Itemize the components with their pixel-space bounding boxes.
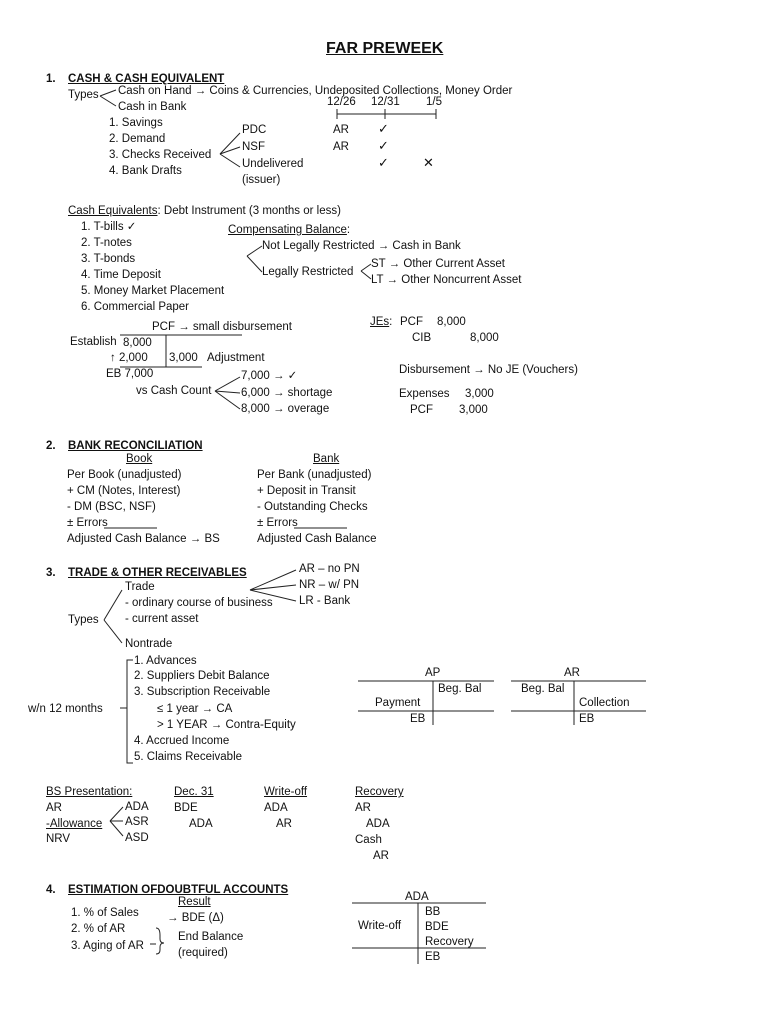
- recovery-line: AR: [355, 802, 371, 814]
- types-label: Types: [68, 614, 99, 626]
- ap-eb: EB: [410, 713, 426, 725]
- short-term: ST → Other Current Asset: [371, 258, 506, 270]
- receivable-type: NR – w/ PN: [299, 579, 360, 591]
- ce-item: 3. T-bonds: [81, 253, 136, 265]
- ce-item: 6. Commercial Paper: [81, 301, 190, 313]
- check-type: Undelivered: [242, 158, 304, 170]
- bank-item: 2. Demand: [109, 133, 166, 145]
- ce-item: 1. T-bills ✓: [81, 221, 137, 233]
- check-type: NSF: [242, 141, 265, 153]
- bank-heading: Bank: [313, 453, 340, 465]
- colon: :: [389, 316, 393, 328]
- ar-collection: Collection: [579, 697, 630, 709]
- ar-beg-bal: Beg. Bal: [521, 683, 565, 695]
- je-amount: 3,000: [459, 404, 488, 416]
- book-line: - DM (BSC, NSF): [67, 501, 156, 513]
- nontrade-item: > 1 YEAR → Contra-Equity: [157, 719, 296, 731]
- jes-label: JEs: [370, 316, 390, 328]
- establish-label: Establish: [70, 336, 117, 348]
- date-label: 12/26: [327, 96, 356, 108]
- ap-beg-bal: Beg. Bal: [438, 683, 482, 695]
- ce-item: 2. T-notes: [81, 237, 132, 249]
- ce-item: 4. Time Deposit: [81, 269, 161, 281]
- legally-restricted: Legally Restricted: [262, 266, 354, 278]
- bank-item: 1. Savings: [109, 117, 163, 129]
- bank-line: Per Bank (unadjusted): [257, 469, 372, 481]
- nontrade-item: 4. Accrued Income: [134, 735, 230, 747]
- recovery-line: ADA: [366, 818, 390, 830]
- nontrade-item: 3. Subscription Receivable: [134, 686, 271, 698]
- page-title: FAR PREWEEK: [326, 40, 444, 57]
- not-legally-restricted: Not Legally Restricted → Cash in Bank: [262, 240, 461, 252]
- bank-line: - Outstanding Checks: [257, 501, 368, 513]
- bank-line: ± Errors: [257, 517, 298, 529]
- date-label: 1/5: [426, 96, 442, 108]
- allowance-type: ADA: [125, 801, 149, 813]
- writeoff-line: AR: [276, 818, 292, 830]
- pcf-credit: 3,000: [169, 352, 198, 364]
- bs-item: -Allowance: [46, 818, 103, 830]
- book-line: Adjusted Cash Balance → BS: [67, 533, 220, 545]
- ap-payment: Payment: [375, 697, 421, 709]
- allowance-type: ASR: [125, 816, 149, 828]
- ada-eb: EB: [425, 951, 441, 963]
- colon: :: [346, 224, 351, 236]
- ar-label: AR: [333, 141, 349, 153]
- je-amount: 3,000: [465, 388, 494, 400]
- receivable-type: AR – no PN: [299, 563, 360, 575]
- je-account: PCF: [400, 316, 423, 328]
- writeoff-heading: Write-off: [264, 786, 308, 798]
- dec31-line: ADA: [189, 818, 213, 830]
- trade-label: Trade: [125, 581, 155, 593]
- disbursement-note: Disbursement → No JE (Vouchers): [399, 364, 578, 376]
- section-number: 3.: [46, 567, 56, 579]
- long-term: LT → Other Noncurrent Asset: [371, 274, 522, 286]
- cash-equivalents-label: Cash Equivalents: [68, 205, 158, 217]
- recovery-line: Cash: [355, 834, 382, 846]
- bank-line: + Deposit in Transit: [257, 485, 356, 497]
- dec31-heading: Dec. 31: [174, 786, 214, 798]
- je-account: CIB: [412, 332, 432, 344]
- cross-mark-icon: ✕: [423, 155, 434, 170]
- estimation-method: 3. Aging of AR: [71, 940, 144, 952]
- section-number: 2.: [46, 440, 56, 452]
- recovery-heading: Recovery: [355, 786, 404, 798]
- receivable-type: LR - Bank: [299, 595, 351, 607]
- ar-t-account-title: AR: [564, 667, 580, 679]
- check-mark-icon: ✓: [378, 155, 389, 170]
- book-heading: Book: [126, 453, 153, 465]
- check-mark-icon: ✓: [378, 138, 389, 153]
- cash-count-case: 6,000 → shortage: [241, 387, 333, 399]
- cash-equivalents-desc: : Debt Instrument (3 months or less): [157, 205, 341, 217]
- cash-count-case: 8,000 → overage: [241, 403, 330, 415]
- section-heading-doubtful: ESTIMATION OFDOUBTFUL ACCOUNTS: [68, 884, 289, 896]
- cash-in-bank: Cash in Bank: [118, 101, 187, 113]
- ar-label: AR: [333, 124, 349, 136]
- ap-t-account-title: AP: [425, 667, 441, 679]
- je-amount: 8,000: [470, 332, 499, 344]
- section-number: 4.: [46, 884, 56, 896]
- vs-cash-count: vs Cash Count: [136, 385, 212, 397]
- book-line: Per Book (unadjusted): [67, 469, 182, 481]
- trade-line: - ordinary course of business: [125, 597, 273, 609]
- nontrade-item: 5. Claims Receivable: [134, 751, 243, 763]
- nontrade-item: ≤ 1 year → CA: [157, 703, 233, 715]
- bank-item: 3. Checks Received: [109, 149, 212, 161]
- ce-item: 5. Money Market Placement: [81, 285, 225, 297]
- check-type: (issuer): [242, 174, 281, 186]
- section-heading-cash: CASH & CASH EQUIVALENT: [68, 73, 225, 85]
- estimation-method: 2. % of AR: [71, 923, 126, 935]
- bank-line: Adjusted Cash Balance: [257, 533, 377, 545]
- dec31-line: BDE: [174, 802, 198, 814]
- nontrade-item: 1. Advances: [134, 655, 197, 667]
- end-balance: End Balance: [178, 931, 244, 943]
- book-line: ± Errors: [67, 517, 108, 529]
- pcf-debit: 8,000: [123, 337, 152, 349]
- adjustment-label: Adjustment: [207, 352, 265, 364]
- je-amount: 8,000: [437, 316, 466, 328]
- pcf-ending-balance: EB 7,000: [106, 368, 154, 380]
- section-heading-bank-recon: BANK RECONCILIATION: [68, 440, 203, 452]
- bank-item: 4. Bank Drafts: [109, 165, 182, 177]
- date-label: 12/31: [371, 96, 400, 108]
- check-mark-icon: ✓: [378, 121, 389, 136]
- ada-credit: BB: [425, 906, 441, 918]
- section-heading-receivables: TRADE & OTHER RECEIVABLES: [68, 567, 247, 579]
- within-12-months: w/n 12 months: [28, 703, 103, 715]
- pcf-debit: ↑ 2,000: [110, 352, 148, 364]
- estimation-method: 1. % of Sales: [71, 907, 139, 919]
- nontrade-item: 2. Suppliers Debit Balance: [134, 670, 270, 682]
- writeoff-line: ADA: [264, 802, 288, 814]
- bde-result: → BDE (Δ): [167, 912, 224, 924]
- check-type: PDC: [242, 124, 267, 136]
- bs-item: AR: [46, 802, 62, 814]
- book-line: + CM (Notes, Interest): [67, 485, 181, 497]
- je-account: PCF: [410, 404, 433, 416]
- result-heading: Result: [178, 896, 211, 908]
- cash-on-hand: Cash on Hand → Coins & Currencies, Undeposited Collections, Money Order: [118, 85, 513, 97]
- pcf-title: PCF → small disbursement: [152, 321, 292, 333]
- ar-eb: EB: [579, 713, 595, 725]
- trade-line: - current asset: [125, 613, 199, 625]
- ada-debit: Write-off: [358, 920, 402, 932]
- bs-item: NRV: [46, 833, 71, 845]
- ada-credit: Recovery: [425, 936, 474, 948]
- section-number: 1.: [46, 73, 56, 85]
- compensating-balance-label: Compensating Balance: [228, 224, 347, 236]
- je-account: Expenses: [399, 388, 450, 400]
- types-label: Types: [68, 89, 99, 101]
- nontrade-label: Nontrade: [125, 638, 173, 650]
- cash-count-case: 7,000 → ✓: [241, 370, 298, 382]
- recovery-line: AR: [373, 850, 389, 862]
- ada-t-account-title: ADA: [405, 891, 429, 903]
- allowance-type: ASD: [125, 832, 149, 844]
- required-note: (required): [178, 947, 228, 959]
- bs-presentation-label: BS Presentation:: [46, 786, 133, 798]
- ada-credit: BDE: [425, 921, 449, 933]
